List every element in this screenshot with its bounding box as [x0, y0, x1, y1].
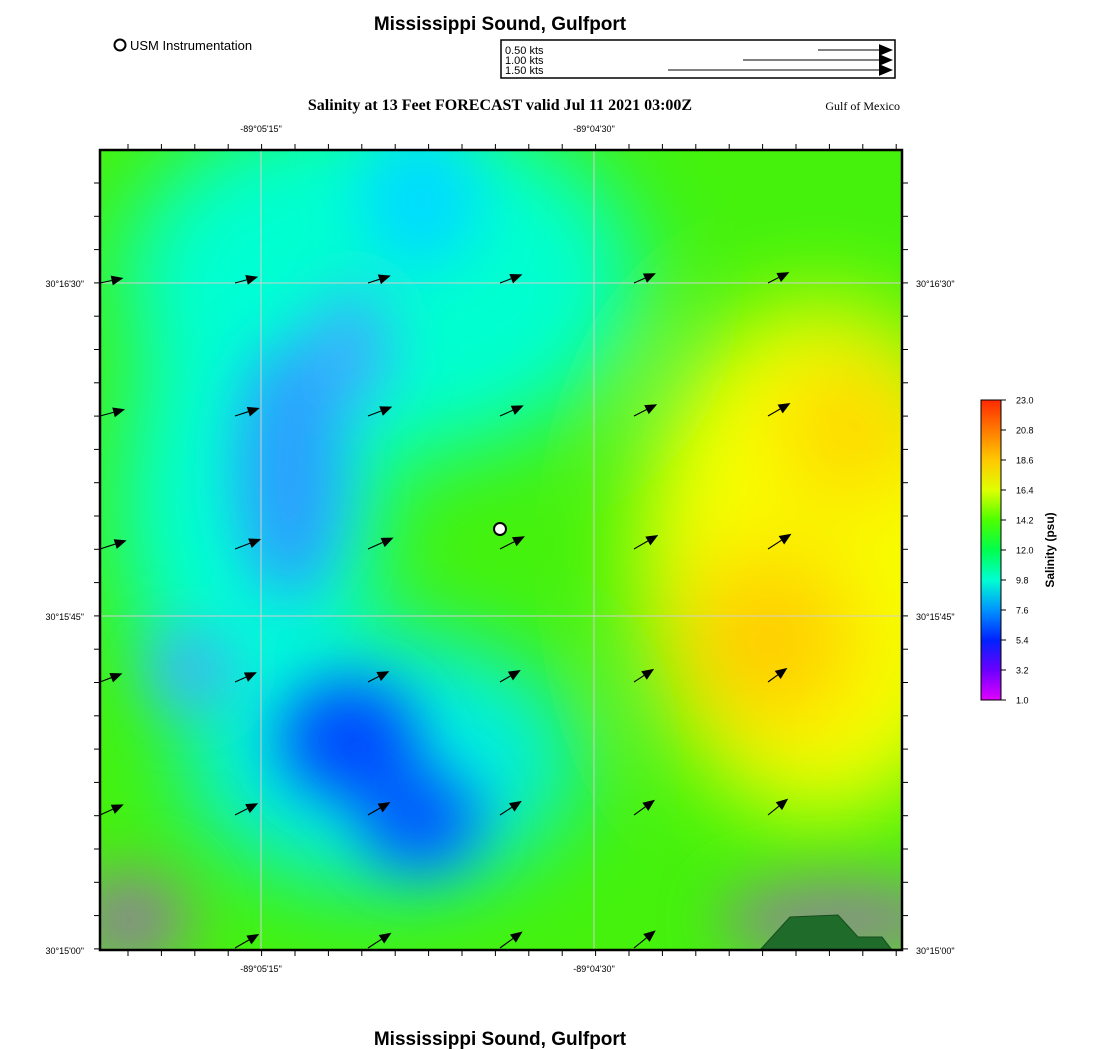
- station-marker-legend-icon: [115, 40, 126, 51]
- colorbar-tick-label: 16.4: [1016, 485, 1034, 496]
- salinity-field: [70, 100, 1000, 970]
- salinity-colorbar: [981, 396, 1057, 706]
- colorbar-ramp: [981, 400, 1001, 700]
- lat-label-left-3: 30°15'00": [45, 946, 84, 956]
- lon-label-top-2: -89°04'30": [573, 124, 615, 134]
- lat-label-left-2: 30°15'45": [45, 612, 84, 622]
- colorbar-tick-label: 14.2: [1016, 515, 1034, 526]
- colorbar-tick-label: 3.2: [1016, 665, 1029, 676]
- station-legend-label: USM Instrumentation: [130, 38, 253, 53]
- colorbar-tick-label: 5.4: [1016, 635, 1029, 646]
- colorbar-tick-label: 20.8: [1016, 425, 1034, 436]
- speed-label-1: 0.50 kts: [505, 45, 544, 57]
- colorbar-tick-label: 18.6: [1016, 455, 1034, 466]
- speed-label-2: 1.00 kts: [505, 55, 544, 67]
- colorbar-ticks: [1001, 396, 1034, 706]
- colorbar-tick-label: 23.0: [1016, 395, 1034, 406]
- lat-label-right-2: 30°15'45": [916, 612, 955, 622]
- forecast-subtitle: Salinity at 13 Feet FORECAST valid Jul 11 2021 03:00Z: [307, 97, 693, 114]
- usm-station-marker[interactable]: [494, 523, 506, 535]
- speed-label-3: 1.50 kts: [505, 65, 544, 77]
- speed-scale-box: [501, 40, 895, 78]
- colorbar-tick-label: 1.0: [1016, 695, 1029, 706]
- station-legend: [115, 38, 253, 53]
- lon-label-bottom-1: -89°05'15": [240, 964, 282, 974]
- speed-scale-legend: [501, 40, 895, 78]
- map-title: Mississippi Sound, Gulfport: [373, 14, 627, 35]
- lat-label-right-3: 30°15'00": [916, 946, 955, 956]
- colorbar-tick-label: 9.8: [1016, 575, 1029, 586]
- footer-title: Mississippi Sound, Gulfport: [373, 1029, 627, 1050]
- lon-label-top-1: -89°05'15": [240, 124, 282, 134]
- lon-label-bottom-2: -89°04'30": [573, 964, 615, 974]
- colorbar-tick-label: 12.0: [1016, 545, 1034, 556]
- lat-label-right-1: 30°16'30": [916, 279, 955, 289]
- lat-label-left-1: 30°16'30": [45, 279, 84, 289]
- region-label: Gulf of Mexico: [825, 99, 900, 113]
- colorbar-label: Salinity (psu): [1043, 512, 1057, 588]
- colorbar-tick-label: 7.6: [1016, 605, 1029, 616]
